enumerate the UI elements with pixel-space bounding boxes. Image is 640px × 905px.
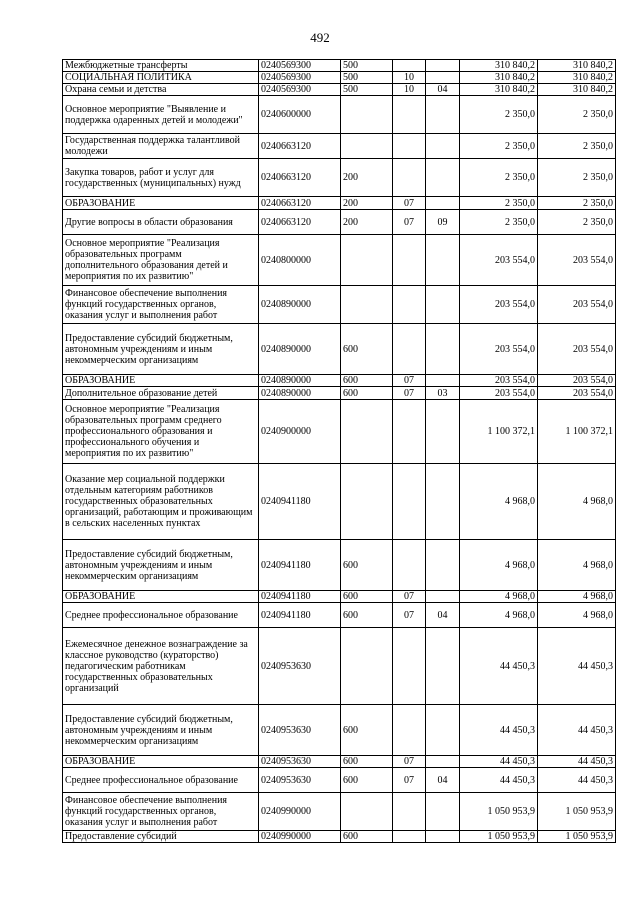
page-number: 492 <box>310 30 330 45</box>
row-code: 0240663120 <box>259 197 341 210</box>
budget-table-body <box>63 60 616 843</box>
table-row <box>63 235 616 286</box>
row-expense-type: 600 <box>341 768 393 793</box>
row-code: 0240941180 <box>259 603 341 628</box>
row-subsection <box>426 831 460 843</box>
row-amount-1: 2 350,0 <box>460 134 538 159</box>
row-amount-1: 44 450,3 <box>460 705 538 756</box>
budget-table <box>62 59 616 843</box>
row-amount-2: 203 554,0 <box>538 286 616 324</box>
table-row <box>63 793 616 831</box>
row-expense-type: 200 <box>341 210 393 235</box>
row-subsection <box>426 197 460 210</box>
row-name: Основное мероприятие "Реализация образовательных программ дополнительного образования детей и мероприятия по их развитию" <box>63 235 259 286</box>
row-code: 0240663120 <box>259 159 341 197</box>
row-amount-2: 310 840,2 <box>538 72 616 84</box>
row-amount-1: 203 554,0 <box>460 324 538 375</box>
row-amount-2: 2 350,0 <box>538 210 616 235</box>
row-section <box>393 400 426 464</box>
row-name: Дополнительное образование детей <box>63 387 259 400</box>
row-section <box>393 793 426 831</box>
row-amount-2: 2 350,0 <box>538 159 616 197</box>
row-amount-1: 310 840,2 <box>460 84 538 96</box>
row-name: Ежемесячное денежное вознаграждение за классное руководство (кураторство) педагогическим работникам государственных образовательных организаций <box>63 628 259 705</box>
row-amount-2: 2 350,0 <box>538 197 616 210</box>
row-code: 0240569300 <box>259 72 341 84</box>
row-amount-2: 203 554,0 <box>538 387 616 400</box>
row-expense-type <box>341 286 393 324</box>
row-section: 07 <box>393 210 426 235</box>
row-amount-2: 1 050 953,9 <box>538 793 616 831</box>
row-subsection <box>426 464 460 540</box>
row-name: Охрана семьи и детства <box>63 84 259 96</box>
row-code: 0240890000 <box>259 286 341 324</box>
table-row <box>63 60 616 72</box>
row-subsection <box>426 591 460 603</box>
row-expense-type: 600 <box>341 603 393 628</box>
row-amount-1: 4 968,0 <box>460 540 538 591</box>
row-section: 07 <box>393 768 426 793</box>
row-expense-type: 600 <box>341 375 393 387</box>
row-section <box>393 540 426 591</box>
table-row <box>63 400 616 464</box>
table-row <box>63 591 616 603</box>
row-code: 0240890000 <box>259 387 341 400</box>
row-code: 0240600000 <box>259 96 341 134</box>
row-code: 0240941180 <box>259 540 341 591</box>
row-section: 07 <box>393 603 426 628</box>
row-section: 07 <box>393 756 426 768</box>
row-name: Другие вопросы в области образования <box>63 210 259 235</box>
row-expense-type: 600 <box>341 324 393 375</box>
row-amount-1: 310 840,2 <box>460 72 538 84</box>
row-amount-1: 1 100 372,1 <box>460 400 538 464</box>
table-row <box>63 603 616 628</box>
row-amount-1: 2 350,0 <box>460 159 538 197</box>
row-amount-1: 2 350,0 <box>460 210 538 235</box>
row-amount-2: 44 450,3 <box>538 705 616 756</box>
row-subsection <box>426 400 460 464</box>
row-name: ОБРАЗОВАНИЕ <box>63 375 259 387</box>
row-amount-2: 203 554,0 <box>538 324 616 375</box>
row-expense-type <box>341 793 393 831</box>
row-expense-type: 600 <box>341 540 393 591</box>
row-amount-2: 2 350,0 <box>538 134 616 159</box>
row-section <box>393 96 426 134</box>
row-amount-2: 4 968,0 <box>538 540 616 591</box>
row-code: 0240941180 <box>259 591 341 603</box>
row-code: 0240569300 <box>259 60 341 72</box>
row-expense-type <box>341 464 393 540</box>
row-subsection <box>426 324 460 375</box>
row-subsection <box>426 96 460 134</box>
row-subsection <box>426 628 460 705</box>
row-expense-type: 600 <box>341 387 393 400</box>
row-section: 07 <box>393 375 426 387</box>
row-amount-1: 44 450,3 <box>460 768 538 793</box>
row-expense-type: 600 <box>341 831 393 843</box>
row-code: 0240900000 <box>259 400 341 464</box>
row-expense-type: 200 <box>341 197 393 210</box>
row-name: ОБРАЗОВАНИЕ <box>63 756 259 768</box>
row-expense-type: 500 <box>341 60 393 72</box>
table-row <box>63 831 616 843</box>
row-subsection <box>426 540 460 591</box>
row-expense-type: 600 <box>341 756 393 768</box>
row-amount-2: 2 350,0 <box>538 96 616 134</box>
row-expense-type: 500 <box>341 84 393 96</box>
row-amount-1: 203 554,0 <box>460 286 538 324</box>
row-code: 0240569300 <box>259 84 341 96</box>
row-amount-2: 4 968,0 <box>538 603 616 628</box>
row-subsection: 09 <box>426 210 460 235</box>
row-name: Финансовое обеспечение выполнения функций государственных органов, оказания услуг и выполнения работ <box>63 286 259 324</box>
row-amount-2: 4 968,0 <box>538 591 616 603</box>
row-name: Государственная поддержка талантливой молодежи <box>63 134 259 159</box>
row-expense-type: 600 <box>341 705 393 756</box>
row-name: Среднее профессиональное образование <box>63 603 259 628</box>
row-code: 0240953630 <box>259 628 341 705</box>
row-section: 10 <box>393 84 426 96</box>
row-code: 0240800000 <box>259 235 341 286</box>
row-section <box>393 628 426 705</box>
row-amount-2: 44 450,3 <box>538 768 616 793</box>
row-expense-type <box>341 134 393 159</box>
row-expense-type <box>341 628 393 705</box>
row-name: Основное мероприятие "Реализация образовательных программ среднего профессионального образования и профессионального обучения и мероприятия по их развитию" <box>63 400 259 464</box>
table-row <box>63 134 616 159</box>
row-section <box>393 235 426 286</box>
row-subsection <box>426 134 460 159</box>
row-name: ОБРАЗОВАНИЕ <box>63 591 259 603</box>
row-amount-1: 4 968,0 <box>460 464 538 540</box>
row-subsection <box>426 235 460 286</box>
row-amount-2: 4 968,0 <box>538 464 616 540</box>
row-section <box>393 286 426 324</box>
row-code: 0240990000 <box>259 793 341 831</box>
table-row <box>63 159 616 197</box>
table-row <box>63 324 616 375</box>
row-section <box>393 159 426 197</box>
row-name: Предоставление субсидий бюджетным, автономным учреждениям и иным некоммерческим организациям <box>63 324 259 375</box>
row-code: 0240663120 <box>259 134 341 159</box>
row-amount-1: 2 350,0 <box>460 96 538 134</box>
row-amount-1: 4 968,0 <box>460 591 538 603</box>
row-amount-2: 44 450,3 <box>538 628 616 705</box>
row-amount-2: 44 450,3 <box>538 756 616 768</box>
row-section: 07 <box>393 591 426 603</box>
row-name: Закупка товаров, работ и услуг для государственных (муниципальных) нужд <box>63 159 259 197</box>
row-name: Оказание мер социальной поддержки отдельным категориям работников государственных образовательных организаций, работающим и проживающим в сельских населенных пунктах <box>63 464 259 540</box>
row-section <box>393 60 426 72</box>
table-row <box>63 464 616 540</box>
row-amount-1: 203 554,0 <box>460 375 538 387</box>
row-code: 0240941180 <box>259 464 341 540</box>
table-row <box>63 84 616 96</box>
row-amount-1: 4 968,0 <box>460 603 538 628</box>
row-name: Предоставление субсидий <box>63 831 259 843</box>
row-expense-type <box>341 96 393 134</box>
row-section: 07 <box>393 197 426 210</box>
table-row <box>63 756 616 768</box>
row-subsection: 04 <box>426 603 460 628</box>
row-subsection: 04 <box>426 84 460 96</box>
row-section <box>393 134 426 159</box>
row-section: 07 <box>393 387 426 400</box>
row-name: Предоставление субсидий бюджетным, автономным учреждениям и иным некоммерческим организациям <box>63 705 259 756</box>
row-code: 0240953630 <box>259 768 341 793</box>
table-row <box>63 96 616 134</box>
row-expense-type <box>341 235 393 286</box>
row-section <box>393 705 426 756</box>
row-name: Предоставление субсидий бюджетным, автономным учреждениям и иным некоммерческим организациям <box>63 540 259 591</box>
row-amount-1: 1 050 953,9 <box>460 793 538 831</box>
row-code: 0240990000 <box>259 831 341 843</box>
row-section: 10 <box>393 72 426 84</box>
row-expense-type <box>341 400 393 464</box>
row-name: Среднее профессиональное образование <box>63 768 259 793</box>
table-row <box>63 387 616 400</box>
row-section <box>393 324 426 375</box>
table-row <box>63 540 616 591</box>
row-subsection <box>426 159 460 197</box>
row-section <box>393 831 426 843</box>
row-expense-type: 600 <box>341 591 393 603</box>
row-amount-1: 203 554,0 <box>460 387 538 400</box>
row-amount-2: 203 554,0 <box>538 235 616 286</box>
table-row <box>63 628 616 705</box>
row-subsection <box>426 793 460 831</box>
table-row <box>63 210 616 235</box>
row-subsection <box>426 375 460 387</box>
table-row <box>63 197 616 210</box>
row-amount-1: 1 050 953,9 <box>460 831 538 843</box>
row-amount-1: 44 450,3 <box>460 756 538 768</box>
row-name: Финансовое обеспечение выполнения функций государственных органов, оказания услуг и выполнения работ <box>63 793 259 831</box>
row-code: 0240663120 <box>259 210 341 235</box>
table-row <box>63 286 616 324</box>
row-name: Основное мероприятие "Выявление и поддержка одаренных детей и молодежи" <box>63 96 259 134</box>
row-subsection <box>426 286 460 324</box>
row-subsection <box>426 756 460 768</box>
row-code: 0240890000 <box>259 324 341 375</box>
row-amount-1: 44 450,3 <box>460 628 538 705</box>
row-name: СОЦИАЛЬНАЯ ПОЛИТИКА <box>63 72 259 84</box>
row-subsection <box>426 705 460 756</box>
row-amount-2: 310 840,2 <box>538 60 616 72</box>
row-amount-1: 310 840,2 <box>460 60 538 72</box>
row-amount-2: 1 050 953,9 <box>538 831 616 843</box>
row-name: ОБРАЗОВАНИЕ <box>63 197 259 210</box>
row-name: Межбюджетные трансферты <box>63 60 259 72</box>
row-expense-type: 200 <box>341 159 393 197</box>
table-row <box>63 375 616 387</box>
row-subsection: 03 <box>426 387 460 400</box>
row-amount-2: 203 554,0 <box>538 375 616 387</box>
table-row <box>63 72 616 84</box>
row-subsection <box>426 60 460 72</box>
row-amount-1: 2 350,0 <box>460 197 538 210</box>
row-amount-1: 203 554,0 <box>460 235 538 286</box>
row-subsection: 04 <box>426 768 460 793</box>
row-expense-type: 500 <box>341 72 393 84</box>
row-amount-2: 310 840,2 <box>538 84 616 96</box>
table-row <box>63 705 616 756</box>
row-section <box>393 464 426 540</box>
row-subsection <box>426 72 460 84</box>
row-code: 0240953630 <box>259 705 341 756</box>
table-row <box>63 768 616 793</box>
row-code: 0240953630 <box>259 756 341 768</box>
row-amount-2: 1 100 372,1 <box>538 400 616 464</box>
row-code: 0240890000 <box>259 375 341 387</box>
